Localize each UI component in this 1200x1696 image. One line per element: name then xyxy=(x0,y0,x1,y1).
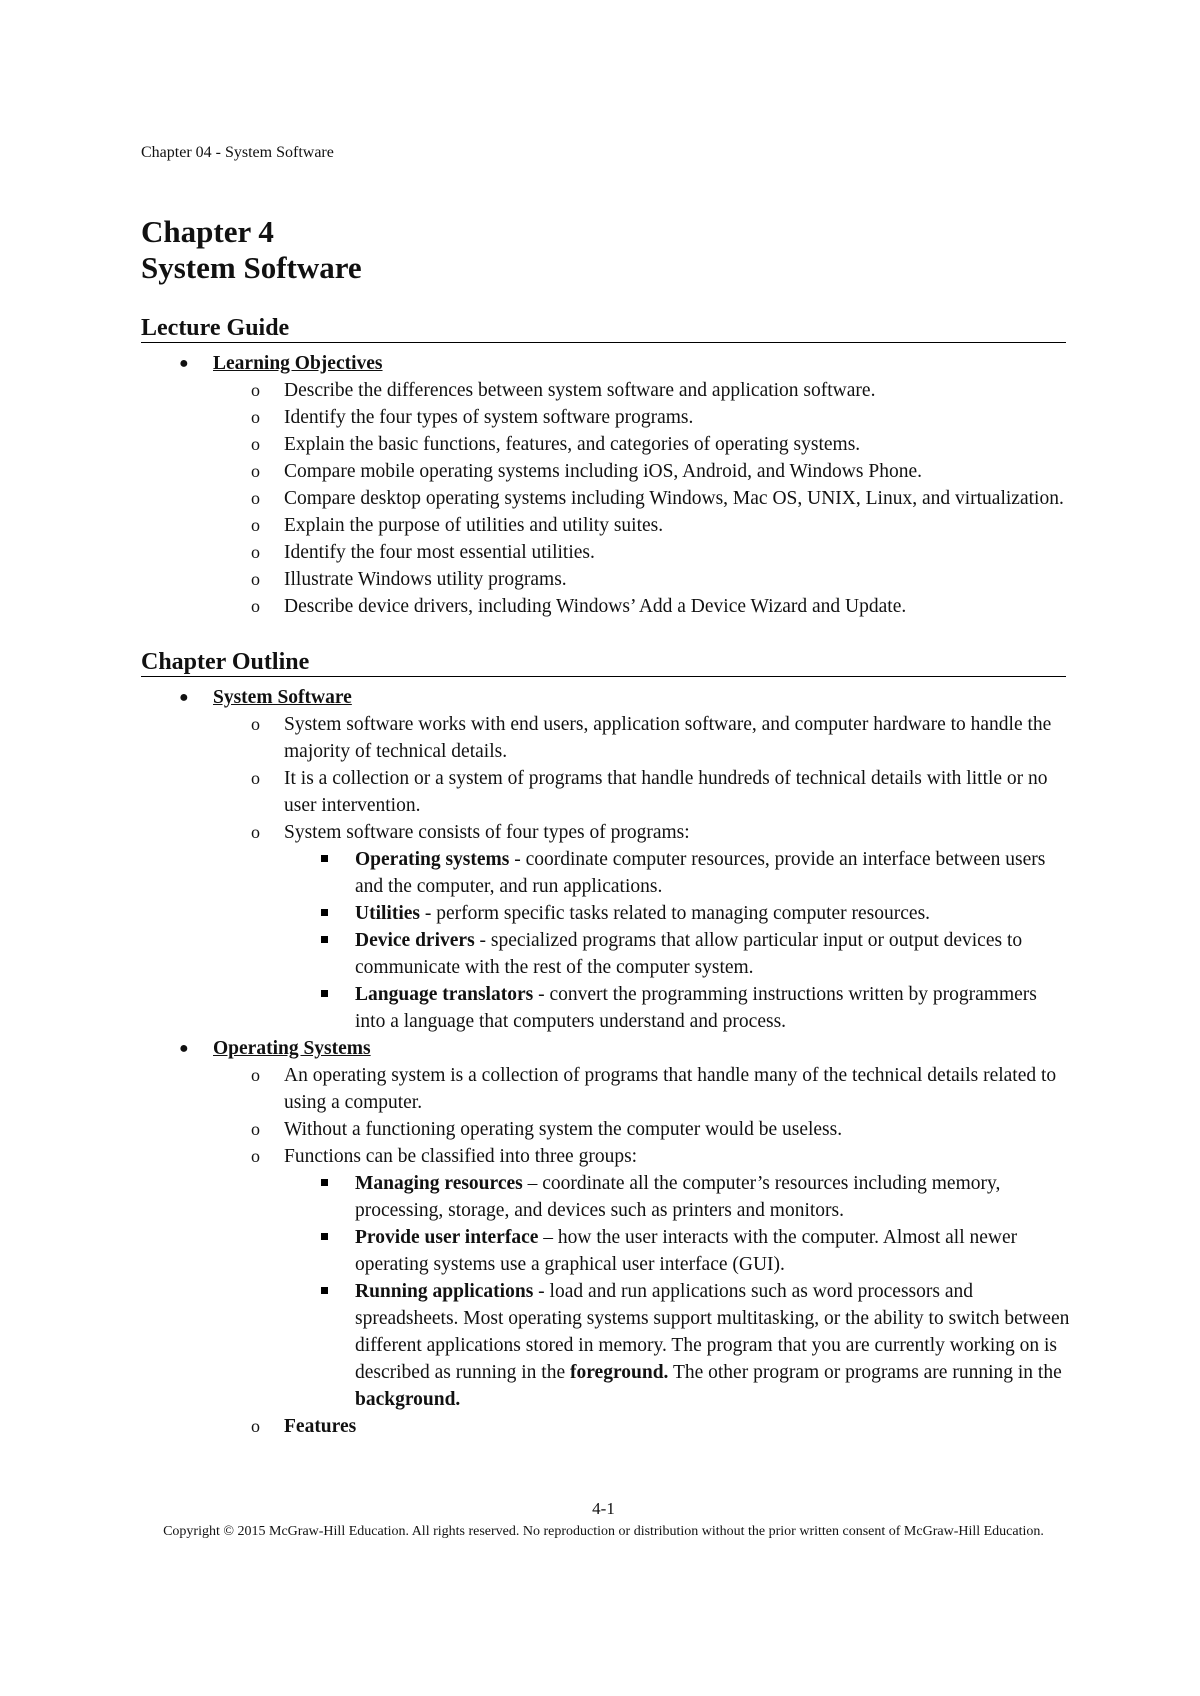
circle-bullet-icon: o xyxy=(251,461,260,481)
chapter-outline-list xyxy=(141,684,1071,1440)
square-bullet-icon xyxy=(321,1287,328,1294)
circle-bullet-icon: o xyxy=(251,1146,260,1166)
list-item xyxy=(141,1143,1071,1413)
list-item xyxy=(141,350,1071,620)
chapter-number: Chapter 4 xyxy=(141,214,274,249)
circle-bullet-icon: o xyxy=(251,542,260,562)
objective-text: Explain the basic functions, features, and categories of operating systems. xyxy=(284,434,861,455)
objective-text: Compare desktop operating systems including Windows, Mac OS, UNIX, Linux, and virtualization. xyxy=(284,488,1064,509)
objective-text: Illustrate Windows utility programs. xyxy=(284,569,567,590)
square-bullet-icon xyxy=(321,936,328,943)
objective-text: Describe device drivers, including Windows’ Add a Device Wizard and Update. xyxy=(284,596,907,617)
list-item xyxy=(141,1224,1071,1278)
bullet-icon: ● xyxy=(179,355,189,372)
objective-text: Identify the four types of system software programs. xyxy=(284,407,694,428)
chapter-name: System Software xyxy=(141,250,362,285)
chapter-outline-heading: Chapter Outline xyxy=(141,648,1066,677)
circle-bullet-icon: o xyxy=(251,1119,260,1139)
circle-bullet-icon: o xyxy=(251,569,260,589)
list-item xyxy=(141,1170,1071,1224)
term: Operating systems xyxy=(355,849,510,870)
circle-bullet-icon: o xyxy=(251,488,260,508)
term: Provide user interface xyxy=(355,1227,539,1248)
outline-text: It is a collection or a system of programs that handle hundreds of technical details with little or no user intervention. xyxy=(284,768,1048,816)
page-number: 4-1 xyxy=(592,1499,615,1518)
list-item xyxy=(141,765,1071,819)
circle-bullet-icon: o xyxy=(251,515,260,535)
list-item xyxy=(141,1413,1071,1440)
system-software-title: System Software xyxy=(213,687,352,708)
circle-bullet-icon: o xyxy=(251,596,260,616)
list-item xyxy=(141,1062,1071,1116)
outline-text: System software works with end users, application software, and computer hardware to handle the majority of technical details. xyxy=(284,714,1052,762)
term-description: - perform specific tasks related to managing computer resources. xyxy=(419,903,931,924)
features-heading: Features xyxy=(284,1416,357,1437)
outline-text: Functions can be classified into three groups: xyxy=(284,1146,638,1167)
objective-text: Describe the differences between system software and application software. xyxy=(284,380,876,401)
foreground-term: foreground. xyxy=(570,1362,669,1383)
square-bullet-icon xyxy=(321,1179,328,1186)
list-item xyxy=(141,1116,1071,1143)
square-bullet-icon xyxy=(321,1233,328,1240)
term: Utilities xyxy=(355,903,420,924)
term: Running applications xyxy=(355,1281,534,1302)
list-item xyxy=(141,846,1071,900)
term-description: – coordinate all the computer’s resources including memory, processing, storage, and devices such as printers and monitors. xyxy=(355,1173,1001,1221)
circle-bullet-icon: o xyxy=(251,380,260,400)
list-item xyxy=(141,900,1071,927)
page-footer xyxy=(141,1500,1066,1540)
copyright-notice: Copyright © 2015 McGraw-Hill Education. All rights reserved. No reproduction or distribution without the prior written consent of McGraw-Hill Education. xyxy=(163,1524,1044,1539)
circle-bullet-icon: o xyxy=(251,1065,260,1085)
square-bullet-icon xyxy=(321,909,328,916)
lecture-guide-heading: Lecture Guide xyxy=(141,314,1066,343)
background-term: background. xyxy=(355,1389,461,1410)
square-bullet-icon xyxy=(321,990,328,997)
objective-text: Compare mobile operating systems including iOS, Android, and Windows Phone. xyxy=(284,461,922,482)
list-item xyxy=(141,819,1071,1035)
list-item xyxy=(141,431,1071,458)
term: Managing resources xyxy=(355,1173,523,1194)
term: Language translators xyxy=(355,984,534,1005)
chapter-title xyxy=(141,214,362,286)
objective-text: Explain the purpose of utilities and utility suites. xyxy=(284,515,664,536)
list-item xyxy=(141,1035,1071,1440)
list-item xyxy=(141,377,1071,404)
list-item xyxy=(141,485,1071,512)
bullet-icon: ● xyxy=(179,689,189,706)
circle-bullet-icon: o xyxy=(251,768,260,788)
objective-text: Identify the four most essential utilities. xyxy=(284,542,595,563)
outline-text: Without a functioning operating system the computer would be useless. xyxy=(284,1119,843,1140)
lecture-guide-list xyxy=(141,350,1071,620)
circle-bullet-icon: o xyxy=(251,822,260,842)
list-item xyxy=(141,981,1071,1035)
operating-systems-title: Operating Systems xyxy=(213,1038,371,1059)
term-description: - coordinate computer resources, provide an interface between users and the computer, and run applications. xyxy=(355,849,1046,897)
term: Device drivers xyxy=(355,930,475,951)
list-item xyxy=(141,512,1071,539)
outline-text: System software consists of four types of programs: xyxy=(284,822,690,843)
bullet-icon: ● xyxy=(179,1040,189,1057)
term-description: The other program or programs are running in the xyxy=(668,1362,1062,1383)
list-item xyxy=(141,927,1071,981)
list-item xyxy=(141,684,1071,1035)
circle-bullet-icon: o xyxy=(251,714,260,734)
term-description: - specialized programs that allow particular input or output devices to communicate with the rest of the computer system. xyxy=(355,930,1023,978)
list-item xyxy=(141,593,1071,620)
square-bullet-icon xyxy=(321,855,328,862)
list-item xyxy=(141,1278,1071,1413)
circle-bullet-icon: o xyxy=(251,407,260,427)
list-item xyxy=(141,539,1071,566)
circle-bullet-icon: o xyxy=(251,434,260,454)
list-item xyxy=(141,566,1071,593)
list-item xyxy=(141,404,1071,431)
list-item xyxy=(141,458,1071,485)
term-description: - convert the programming instructions written by programmers into a language that computers understand and process. xyxy=(355,984,1037,1032)
term-description: - load and run applications such as word processors and spreadsheets. Most operating systems support multitasking, or the ability to switch between different applications stored in memory. The program that you are currently working on is described as running in the xyxy=(355,1281,1070,1383)
learning-objectives-title: Learning Objectives xyxy=(213,353,383,374)
term-description: – how the user interacts with the computer. Almost all newer operating systems use a graphical user interface (GUI). xyxy=(355,1227,1018,1275)
outline-text: An operating system is a collection of programs that handle many of the technical details related to using a computer. xyxy=(284,1065,1057,1113)
circle-bullet-icon: o xyxy=(251,1416,260,1436)
running-header: Chapter 04 - System Software xyxy=(141,144,334,161)
list-item xyxy=(141,711,1071,765)
